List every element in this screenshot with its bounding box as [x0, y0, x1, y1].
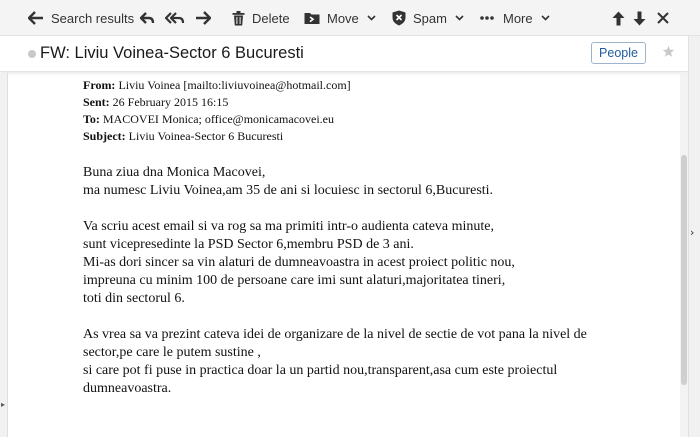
previous-message-button[interactable]	[612, 0, 625, 36]
body-line: toti din sectorul 6.	[83, 291, 185, 306]
chevron-down-icon	[455, 15, 464, 21]
sent-line	[83, 95, 228, 110]
reply-icon	[139, 11, 155, 25]
delete-button[interactable]	[232, 0, 290, 36]
message-toolbar	[0, 0, 700, 36]
close-message-button[interactable]	[657, 0, 669, 36]
expand-right-icon[interactable]: ›	[690, 226, 695, 239]
subject-line	[83, 129, 283, 144]
body-line: sector,pe care le putem sustine ,	[83, 345, 261, 360]
subject-value: Liviu Voinea-Sector 6 Bucuresti	[128, 129, 284, 143]
arrow-down-icon	[633, 11, 646, 26]
more-dropdown-button[interactable]	[480, 0, 550, 36]
reply-button[interactable]	[139, 0, 155, 36]
subject-label: Subject:	[83, 129, 126, 143]
more-label: More	[503, 10, 533, 26]
to-line	[83, 112, 334, 127]
arrow-up-icon	[612, 11, 625, 26]
sent-value: 26 February 2015 16:15	[112, 95, 229, 109]
forward-button[interactable]	[195, 0, 211, 36]
delete-label: Delete	[252, 10, 290, 26]
body-line: dumneavoastra.	[83, 381, 172, 396]
trash-icon	[232, 11, 245, 26]
folder-icon	[304, 11, 320, 25]
body-line: Va scriu acest email si va rog sa ma primiti intr-o audienta cateva minute,	[83, 219, 495, 234]
chevron-down-icon	[541, 15, 550, 21]
from-value: Liviu Voinea [mailto:liviuvoinea@hotmail.com]	[118, 78, 351, 92]
to-value: MACOVEI Monica; office@monicamacovei.eu	[102, 112, 334, 126]
spam-dropdown-button[interactable]	[392, 0, 464, 36]
move-dropdown-button[interactable]	[304, 0, 376, 36]
reply-all-icon	[165, 11, 185, 25]
body-line: sunt vicepresedinte la PSD Sector 6,membru PSD de 3 ani.	[83, 237, 414, 252]
back-to-search-results-button[interactable]	[28, 0, 134, 36]
body-line: si care pot fi puse in practica doar la un partid nou,transparent,asa cum este proiectul	[83, 363, 558, 378]
message-subject-title: FW: Liviu Voinea-Sector 6 Bucuresti	[40, 44, 304, 62]
body-line: Buna ziua dna Monica Macovei,	[83, 165, 266, 180]
more-dots-icon	[480, 16, 494, 20]
scrollbar-thumb[interactable]	[681, 155, 687, 385]
spam-label: Spam	[413, 10, 447, 26]
body-line: impreuna cu minim 100 de persoane care imi sunt alaturi,majoritatea tineri,	[83, 273, 506, 288]
sent-label: Sent:	[83, 95, 110, 109]
chevron-down-icon	[367, 15, 376, 21]
close-icon	[657, 12, 669, 24]
back-arrow-icon	[28, 11, 44, 25]
body-line: Mi-as dori sincer sa vin alaturi de dumneavoastra in acest proiect politic nou,	[83, 255, 515, 270]
from-label: From:	[83, 78, 116, 92]
back-to-search-results-label: Search results	[51, 10, 135, 26]
move-label: Move	[327, 10, 359, 26]
people-button[interactable]: People	[591, 42, 646, 64]
reply-all-button[interactable]	[165, 0, 185, 36]
to-label: To:	[83, 112, 100, 126]
next-message-button[interactable]	[633, 0, 646, 36]
left-gutter	[0, 73, 8, 437]
gutter-arrow-icon: ▸	[1, 400, 6, 409]
star-icon[interactable]	[662, 45, 675, 63]
shield-icon	[392, 10, 406, 26]
forward-icon	[195, 11, 211, 25]
from-line	[83, 78, 351, 93]
read-status-dot[interactable]	[28, 50, 36, 58]
body-line: As vrea sa va prezint cateva idei de organizare de la nivel de sectie de vot pana la nivel de	[83, 327, 587, 342]
body-line: ma numesc Liviu Voinea,am 35 de ani si locuiesc in sectorul 6,Bucuresti.	[83, 183, 494, 198]
subject-bar	[0, 36, 688, 72]
